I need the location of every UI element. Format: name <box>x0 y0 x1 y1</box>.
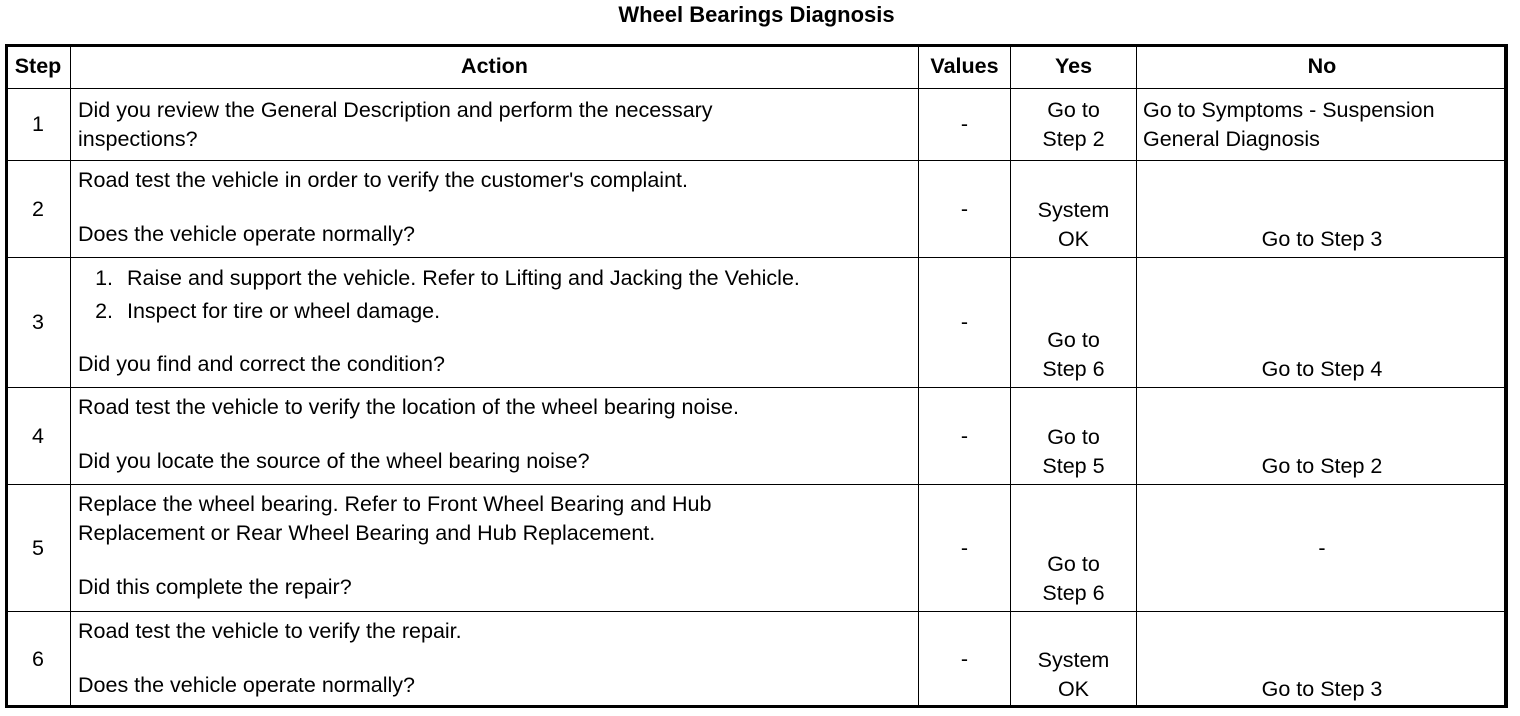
page-title: Wheel Bearings Diagnosis <box>618 2 895 27</box>
step-number: 2 <box>6 161 71 258</box>
values-cell: - <box>919 258 1011 388</box>
yes-line: Step 5 <box>1042 454 1105 478</box>
step-number: 3 <box>6 258 71 388</box>
no-cell: - <box>1137 485 1508 612</box>
action-line: inspections? <box>78 127 198 151</box>
yes-line: Go to <box>1047 425 1100 449</box>
values-cell: - <box>919 89 1011 161</box>
values-cell: - <box>919 485 1011 612</box>
action-question: Did you locate the source of the wheel bearing noise? <box>78 449 590 473</box>
yes-line: Go to <box>1047 97 1100 122</box>
values-cell: - <box>919 612 1011 708</box>
header-yes: Yes <box>1011 45 1137 89</box>
step-number: 6 <box>6 612 71 708</box>
no-cell: Go to Step 3 <box>1137 612 1508 708</box>
action-question: Does the vehicle operate normally? <box>78 222 416 246</box>
yes-line: Step 2 <box>1042 126 1105 151</box>
values-cell: - <box>919 388 1011 485</box>
yes-line: Step 6 <box>1042 581 1105 605</box>
action-question: Did this complete the repair? <box>78 575 352 599</box>
yes-line: Go to <box>1047 552 1100 576</box>
yes-line: System <box>1037 648 1110 672</box>
list-item-text: Inspect for tire or wheel damage. <box>127 299 441 323</box>
action-text: Road test the vehicle to verify the location of the wheel bearing noise. <box>78 395 739 419</box>
header-action: Action <box>71 45 919 89</box>
action-line: Replacement or Rear Wheel Bearing and Hub Replacement. <box>78 521 656 545</box>
header-step: Step <box>6 45 71 89</box>
no-cell: Go to Step 2 <box>1137 388 1508 485</box>
yes-line: Go to <box>1047 328 1100 352</box>
header-no: No <box>1137 45 1508 89</box>
values-cell: - <box>919 161 1011 258</box>
step-number: 5 <box>6 485 71 612</box>
list-item-number: 1. <box>95 266 113 290</box>
table-outer-border <box>5 44 1507 708</box>
no-cell: Go to Step 3 <box>1137 161 1508 258</box>
action-question: Did you find and correct the condition? <box>78 352 445 376</box>
action-line: Did you review the General Description and perform the necessary <box>78 98 713 122</box>
no-cell: Go to Step 4 <box>1137 258 1508 388</box>
action-question: Does the vehicle operate normally? <box>78 673 416 697</box>
list-item-text: Raise and support the vehicle. Refer to Lifting and Jacking the Vehicle. <box>127 266 800 290</box>
yes-line: System <box>1037 198 1110 222</box>
action-line: Replace the wheel bearing. Refer to Front Wheel Bearing and Hub <box>78 492 712 516</box>
action-text: Road test the vehicle in order to verify the customer's complaint. <box>78 168 688 192</box>
no-line: General Diagnosis <box>1143 127 1320 151</box>
header-values: Values <box>919 45 1011 89</box>
no-line: Go to Symptoms - Suspension <box>1143 98 1435 122</box>
yes-line: Step 6 <box>1042 357 1105 381</box>
action-text: Road test the vehicle to verify the repair. <box>78 619 462 643</box>
step-number: 1 <box>6 89 71 161</box>
yes-line: OK <box>1057 227 1090 251</box>
step-number: 4 <box>6 388 71 485</box>
yes-line: OK <box>1057 677 1090 701</box>
list-item-number: 2. <box>95 299 113 323</box>
